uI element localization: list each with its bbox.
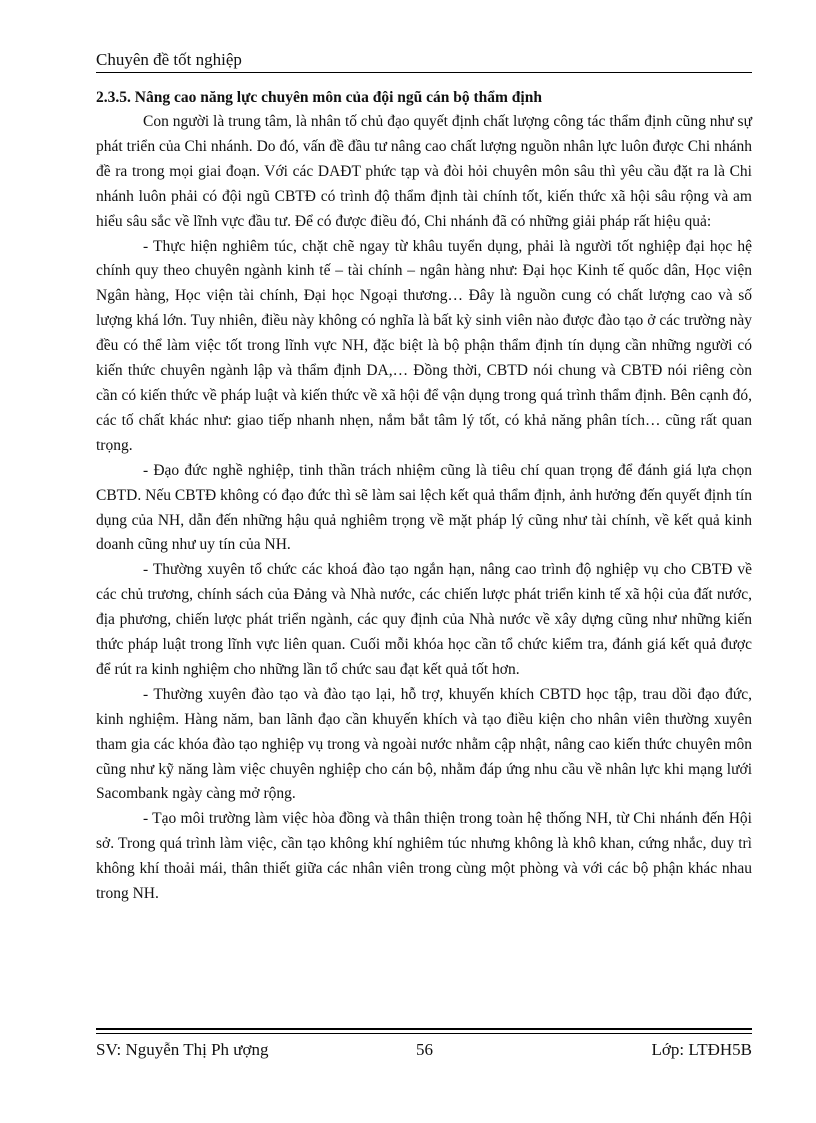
footer-page-number: 56	[416, 1040, 433, 1059]
paragraph-short-training: - Thường xuyên tổ chức các khoá đào tạo ngắn hạn, nâng cao trình độ nghiệp vụ cho CBTĐ về các chủ trương, chính sách của Đảng và Nhà nước, các chiến lược phát triển kinh tế xã hội của đất nước, địa phương, chiến lược phát triển ngành, các quy định của Nhà nước về xây dựng cũng như những kiến thức pháp luật trong lĩnh vực liên quan. Cuối mỗi khóa học cần tổ chức kiểm tra, đánh giá kết quả được để rút ra kinh nghiệm cho những lần tổ chức sau đạt kết quả tốt hơn.	[96, 561, 752, 678]
footer-class: Lớp: LTĐH5B	[651, 1040, 752, 1059]
header-title: Chuyên đề tốt nghiệp	[96, 50, 242, 69]
paragraph-retraining: - Thường xuyên đào tạo và đào tạo lại, hỗ trợ, khuyến khích CBTD học tập, trau dồi đạo đức, kinh nghiệm. Hàng năm, ban lãnh đạo cần khuyến khích và tạo điều kiện cho nhân viên thường xuyên tham gia các khóa đào tạo nghiệp vụ trong và ngoài nước nhằm cập nhật, nâng cao kiến thức chuyên môn cũng như kỹ năng làm việc chuyên nghiệp cho cán bộ, nhằm đáp ứng nhu cầu về nhân lực khi mạng lưới Sacombank ngày càng mở rộng.	[96, 685, 752, 803]
header-divider	[96, 72, 752, 73]
footer-divider-thick	[96, 1028, 752, 1030]
paragraph-ethics: - Đạo đức nghề nghiệp, tinh thần trách nhiệm cũng là tiêu chí quan trọng để đánh giá lựa chọn CBTD. Nếu CBTĐ không có đạo đức thì sẽ làm sai lệch kết quả thẩm định, ảnh hưởng đến quyết định tín dụng của NH, dẫn đến những hậu quả nghiêm trọng về mặt pháp lý cũng như tài chính, về kết quả kinh doanh cũng như uy tín của NH.	[96, 461, 752, 554]
paragraph-work-environment: - Tạo môi trường làm việc hòa đồng và thân thiện trong toàn hệ thống NH, từ Chi nhánh đến Hội sở. Trong quá trình làm việc, cần tạo không khí nghiêm túc nhưng không là khô khan, cứng nhắc, duy trì không khí thoải mái, thân thiết giữa các nhân viên trong cùng một phòng và với các bộ phận khác nhau trong NH.	[96, 810, 752, 903]
paragraph-intro: Con người là trung tâm, là nhân tố chủ đạo quyết định chất lượng công tác thẩm định cũng như sự phát triển của Chi nhánh. Do đó, vấn đề đầu tư nâng cao chất lượng nguồn nhân lực luôn được Chi nhánh đề ra trong mọi giai đoạn. Với các DAĐT phức tạp và đòi hỏi chuyên môn sâu thì yêu cầu đặt ra là Chi nhánh luôn phải có đội ngũ CBTĐ có trình độ thẩm định tài chính tốt, kiến thức xã hội sâu rộng và am hiểu sâu sắc về lĩnh vực đầu tư. Để có được điều đó, Chi nhánh đã có những giải pháp rất hiệu quả:	[96, 113, 752, 230]
paragraph-recruitment: - Thực hiện nghiêm túc, chặt chẽ ngay từ khâu tuyển dụng, phải là người tốt nghiệp đại học hệ chính quy theo chuyên ngành kinh tế – tài chính – ngân hàng như: Đại học Kinh tế quốc dân, Học viện Ngân hàng, Học viện tài chính, Đại học Ngoại thương… Đây là nguồn cung có chất lượng cao và số lượng khá lớn. Tuy nhiên, điều này không có nghĩa là bất kỳ sinh viên nào được đào tạo ở các trường này đều có thể làm việc tốt trong lĩnh vực NH, đặc biệt là bộ phận thẩm định tín dụng cần những người có kiến thức chuyên ngành lập và thẩm định DA,… Đồng thời, CBTD nói chung và CBTĐ nói riêng còn cần có kiến thức về pháp luật và kiến thức về xã hội để vận dụng trong quá trình thẩm định. Bên cạnh đó, các tố chất khác như: giao tiếp nhanh nhẹn, nắm bắt tâm lý tốt, có khả năng phân tích… cũng rất quan trọng.	[96, 237, 752, 454]
section-title: 2.3.5. Nâng cao năng lực chuyên môn của đội ngũ cán bộ thẩm định	[96, 89, 542, 106]
page-header	[96, 50, 752, 70]
footer-divider-thin	[96, 1033, 752, 1034]
footer-student: SV: Nguyễn Thị Ph ượng	[96, 1040, 269, 1059]
page-body	[96, 86, 752, 907]
